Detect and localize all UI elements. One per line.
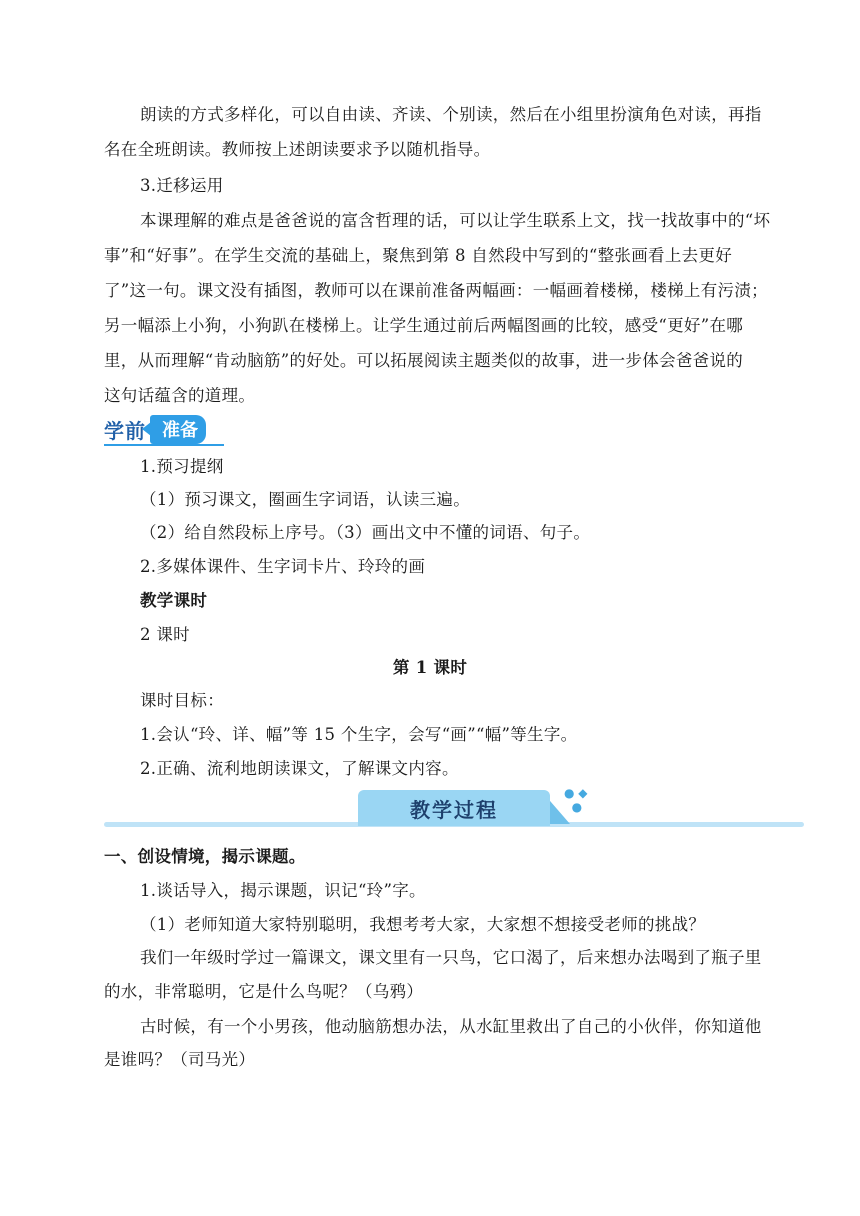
boy-paragraph-line: 是谁吗？（司马光） bbox=[104, 1050, 256, 1069]
transfer-paragraph-line: 另一幅添上小狗，小狗趴在楼梯上。让学生通过前后两幅图画的比较，感受“更好”在哪 bbox=[104, 316, 744, 335]
period-title: 第 1 课时 bbox=[392, 658, 468, 677]
prep-subitem: （2）给自然段标上序号。（3）画出文中不懂的词语、句子。 bbox=[140, 523, 591, 542]
section-heading: 一、创设情境，揭示课题。 bbox=[104, 847, 306, 866]
intro-paragraph-line: 朗读的方式多样化，可以自由读、齐读、个别读，然后在小组里扮演角色对读，再指 bbox=[140, 105, 762, 124]
prep-item: 2.多媒体课件、生字词卡片、玲玲的画 bbox=[140, 557, 426, 576]
prep-subitem: （1）预习课文，圈画生字词语，认读三遍。 bbox=[140, 490, 470, 509]
banner-title: 教学过程 bbox=[358, 790, 550, 826]
lesson-heading: 教学课时 bbox=[140, 591, 208, 610]
badge-right-text: 准备 bbox=[150, 415, 206, 444]
process-banner bbox=[104, 786, 804, 830]
step-item: 1.谈话导入，揭示课题，识记“玲”字。 bbox=[140, 881, 426, 900]
intro-paragraph-line: 名在全班朗读。教师按上述朗读要求予以随机指导。 bbox=[104, 140, 491, 159]
subheading-transfer: 3.迁移运用 bbox=[140, 176, 224, 195]
badge-underline bbox=[104, 444, 224, 446]
crow-paragraph-line: 我们一年级时学过一篇课文，课文里有一只鸟，它口渴了，后来想办法喝到了瓶子里 bbox=[140, 948, 762, 967]
badge-left-text: 学前 bbox=[104, 418, 146, 443]
crow-paragraph-line: 的水，非常聪明，它是什么鸟呢？（乌鸦） bbox=[104, 982, 424, 1001]
transfer-paragraph-line: 事”和“好事”。在学生交流的基础上，聚焦到第 8 自然段中写到的“整张画看上去更好 bbox=[104, 246, 733, 265]
question-item: （1）老师知道大家特别聪明，我想考考大家，大家想不想接受老师的挑战？ bbox=[140, 915, 706, 934]
goal-item: 2.正确、流利地朗读课文，了解课文内容。 bbox=[140, 759, 459, 778]
transfer-paragraph-line: 本课理解的难点是爸爸说的富含哲理的话，可以让学生联系上文，找一找故事中的“坏 bbox=[140, 211, 771, 230]
transfer-paragraph-line: 这句话蕴含的道理。 bbox=[104, 386, 256, 405]
prep-item: 1.预习提纲 bbox=[140, 457, 224, 476]
transfer-paragraph-line: 里，从而理解“肯动脑筋”的好处。可以拓展阅读主题类似的故事，进一步体会爸爸说的 bbox=[104, 351, 744, 370]
prep-section-badge bbox=[104, 414, 206, 444]
transfer-paragraph-line: 了”这一句。课文没有插图，教师可以在课前准备两幅画：一幅画着楼梯，楼梯上有污渍； bbox=[104, 281, 768, 300]
splash-icon: ● ◆ ● bbox=[564, 786, 588, 814]
goals-label: 课时目标： bbox=[140, 691, 224, 710]
goal-item: 1.会认“玲、详、幅”等 15 个生字，会写“画”“幅”等生字。 bbox=[140, 725, 578, 744]
lesson-count: 2 课时 bbox=[140, 625, 190, 644]
boy-paragraph-line: 古时候，有一个小男孩，他动脑筋想办法，从水缸里救出了自己的小伙伴，你知道他 bbox=[140, 1017, 762, 1036]
